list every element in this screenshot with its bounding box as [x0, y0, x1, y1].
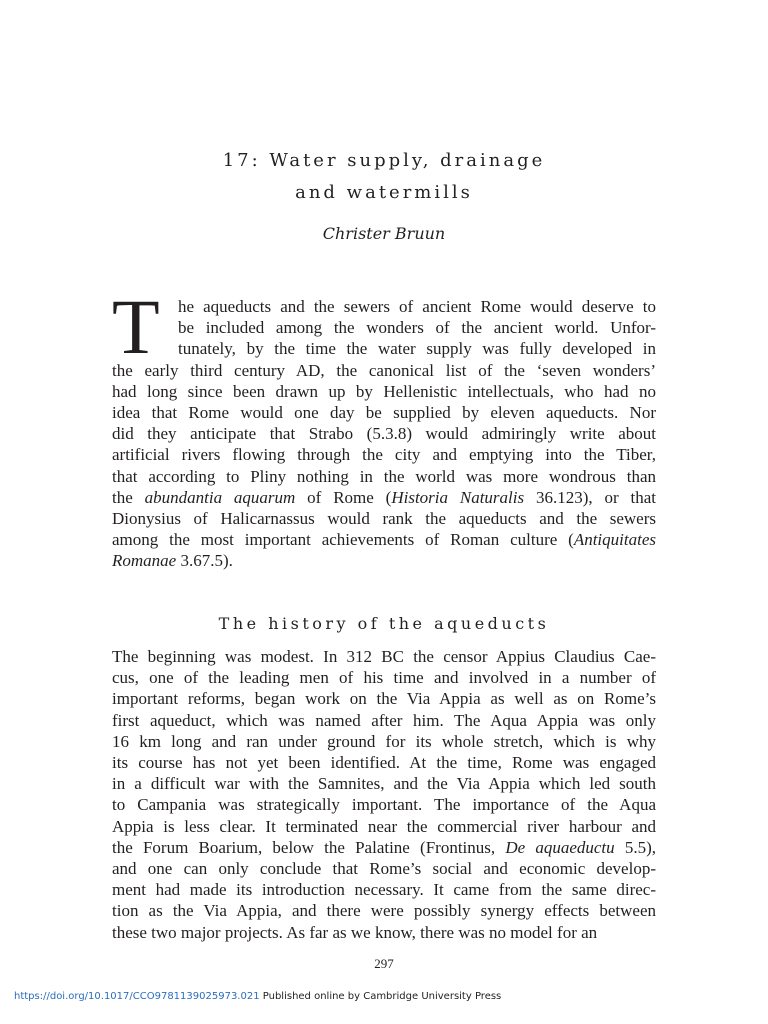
text-segment: ment had made its introduction necessary. It came from the same direc-: [112, 880, 656, 900]
text-line: [112, 444, 656, 466]
text-line: [178, 317, 656, 339]
page-number: 297: [374, 956, 394, 971]
text-segment: the Forum Boarium, below the Palatine (Frontinus,: [112, 837, 506, 857]
text-segment: among the most important achievements of Roman culture (: [112, 530, 574, 550]
text-segment: The beginning was modest. In 312 BC the censor Appius Claudius Cae-: [112, 647, 656, 666]
text-segment: idea that Rome would one day be supplied by eleven aqueducts. Nor: [112, 403, 656, 422]
text-segment: these two major projects. As far as we know, there was no model for an: [112, 922, 598, 942]
text-line: [178, 296, 656, 318]
text-line: [112, 731, 656, 753]
footer-citation: [14, 991, 501, 1002]
text-line: [112, 381, 656, 403]
italic-text: De aquaeductu: [505, 837, 615, 857]
text-segment: 5.5),: [614, 837, 657, 857]
text-segment: 3.67.5).: [176, 551, 233, 571]
text-line: [112, 688, 656, 710]
text-line: [112, 773, 656, 795]
text-segment: 36.123), or that: [524, 487, 656, 507]
text-segment: had long since been drawn up by Hellenistic intellectuals, who had no: [112, 381, 656, 401]
text-line: [112, 837, 656, 859]
text-line: [178, 338, 656, 360]
chapter-author: Christer Bruun: [322, 224, 446, 243]
published-note: Published online by Cambridge University Press: [259, 991, 502, 1002]
text-line: [112, 508, 656, 530]
text-line: [112, 402, 656, 424]
text-segment: that according to Pliny nothing in the world was more wondrous than: [112, 466, 656, 486]
chapter-title-line-1: 17: Water supply, drainage: [222, 150, 546, 171]
text-segment: the early third century AD, the canonical list of the ‘seven wonders’: [112, 360, 656, 380]
text-line: [112, 529, 656, 551]
text-segment: to Campania was strategically important. The importance of the Aqua: [112, 795, 656, 815]
text-line: [112, 550, 656, 572]
drop-cap: T: [112, 283, 160, 370]
text-segment: first aqueduct, which was named after him. The Aqua Appia was only: [112, 710, 656, 730]
italic-text: Romanae: [112, 551, 177, 571]
section-heading: The history of the aqueducts: [218, 614, 550, 633]
text-segment: 16 km long and ran under ground for its whole stretch, which is why: [112, 731, 656, 751]
chapter-title-line-2: and watermills: [295, 182, 473, 203]
doi-link[interactable]: https://doi.org/10.1017/CCO9781139025973.021: [14, 991, 260, 1002]
italic-text: abundantia aquarum: [144, 487, 296, 507]
italic-text: Antiquitates: [573, 530, 656, 550]
text-segment: cus, one of the leading men of his time and involved in a number of: [112, 668, 656, 688]
text-line: [112, 879, 656, 901]
text-segment: of Rome (: [295, 487, 392, 507]
text-segment: artificial rivers flowing through the city and emptying into the Tiber,: [112, 445, 656, 465]
text-line: [112, 667, 656, 689]
text-segment: did they anticipate that Strabo (5.3.8) would admiringly write about: [112, 424, 656, 444]
text-line: [112, 752, 656, 774]
text-segment: important reforms, began work on the Via Appia as well as on Rome’s: [112, 689, 656, 709]
text-line: [112, 922, 656, 944]
text-line: [112, 423, 656, 445]
text-line: [112, 858, 656, 880]
text-line: [112, 794, 656, 816]
text-segment: and one can only conclude that Rome’s social and economic develop-: [112, 859, 656, 878]
text-segment: he aqueducts and the sewers of ancient Rome would deserve to: [178, 297, 656, 316]
text-line: [112, 487, 656, 509]
text-segment: in a difficult war with the Samnites, and the Via Appia which led south: [112, 774, 656, 794]
text-line: [112, 900, 656, 922]
text-segment: be included among the wonders of the ancient world. Unfor-: [178, 318, 656, 338]
text-segment: Appia is less clear. It terminated near the commercial river harbour and: [112, 816, 656, 836]
text-segment: its course has not yet been identified. At the time, Rome was engaged: [112, 753, 656, 772]
text-line: [112, 816, 656, 838]
text-line: [112, 360, 656, 382]
text-segment: tunately, by the time the water supply was fully developed in: [178, 339, 656, 359]
italic-text: Historia Naturalis: [391, 487, 525, 507]
text-line: [112, 646, 656, 668]
text-segment: Dionysius of Halicarnassus would rank the aqueducts and the sewers: [112, 509, 656, 528]
text-line: [112, 466, 656, 488]
text-line: [112, 710, 656, 732]
text-segment: tion as the Via Appia, and there were possibly synergy effects between: [112, 901, 656, 921]
text-segment: the: [112, 487, 145, 507]
